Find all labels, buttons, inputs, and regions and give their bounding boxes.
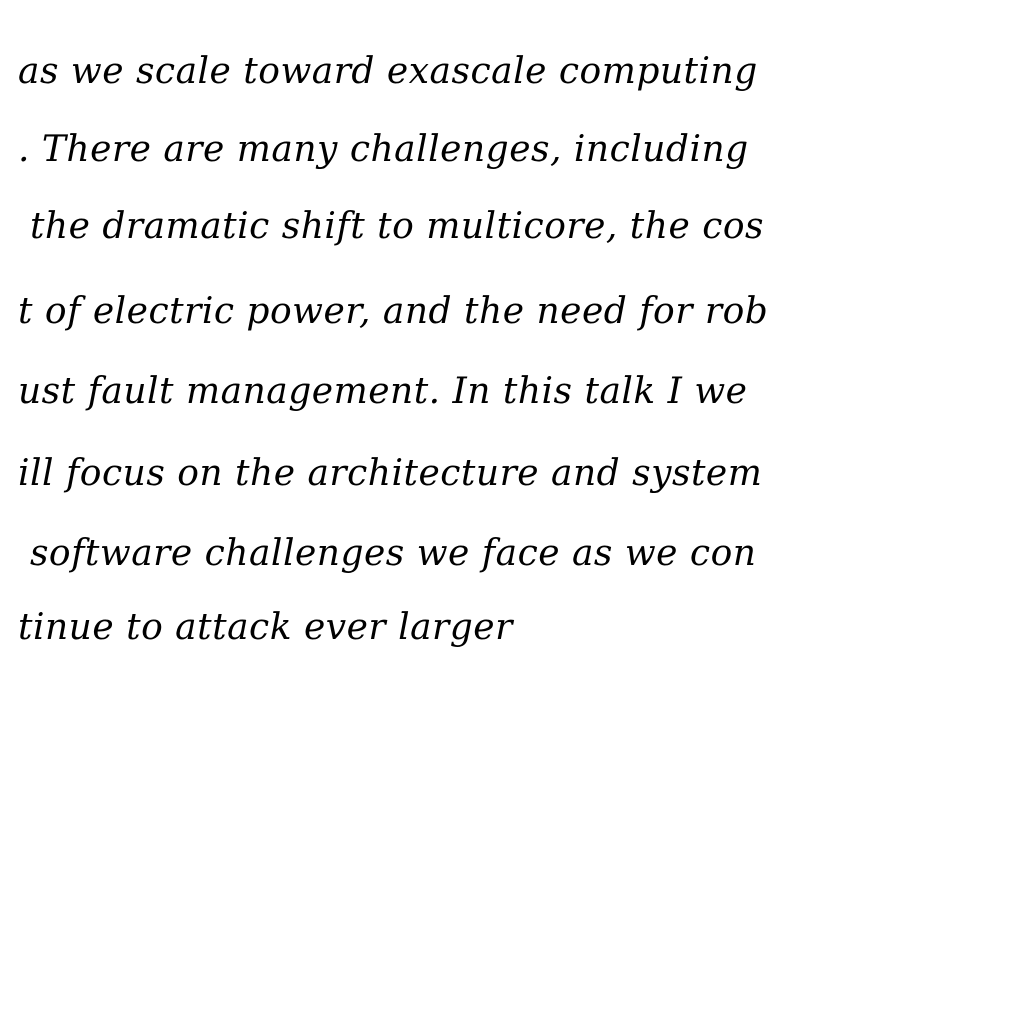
text-line-7: software challenges we face as we con [18,533,757,574]
text-line-5: ust fault management. In this talk I we [18,371,748,412]
text-line-2: . There are many challenges, including [18,129,749,170]
text-line-4: t of electric power, and the need for rob [18,291,769,332]
text-line-3: the dramatic shift to multicore, the cos [18,206,765,247]
text-line-8: tinue to attack ever larger [18,607,513,648]
text-line-1: as we scale toward exascale computing [18,51,758,92]
text-line-6: ill focus on the architecture and system [18,453,763,494]
